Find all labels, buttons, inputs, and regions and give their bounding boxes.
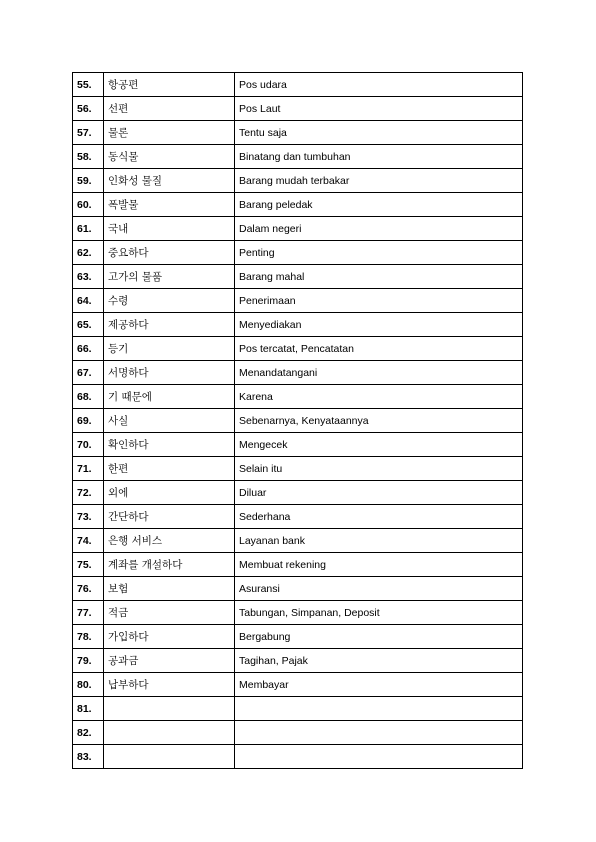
row-number-cell: 71. [73,457,104,481]
korean-term-cell: 가입하다 [104,625,235,649]
korean-term-cell: 납부하다 [104,673,235,697]
row-number-cell: 60. [73,193,104,217]
korean-term-cell [104,745,235,769]
korean-term-cell: 물론 [104,121,235,145]
korean-term-cell: 사실 [104,409,235,433]
indonesian-meaning-cell: Mengecek [235,433,523,457]
table-row [73,481,523,505]
table-row [73,217,523,241]
row-number-cell: 63. [73,265,104,289]
indonesian-meaning-cell [235,697,523,721]
table-row [73,73,523,97]
indonesian-meaning-cell: Membayar [235,673,523,697]
row-number-cell: 70. [73,433,104,457]
table-row [73,721,523,745]
indonesian-meaning-cell: Pos udara [235,73,523,97]
korean-term-cell: 확인하다 [104,433,235,457]
indonesian-meaning-cell: Asuransi [235,577,523,601]
korean-term-cell [104,697,235,721]
indonesian-meaning-cell: Dalam negeri [235,217,523,241]
indonesian-meaning-cell: Penting [235,241,523,265]
row-number-cell: 55. [73,73,104,97]
row-number-cell: 66. [73,337,104,361]
row-number-cell: 65. [73,313,104,337]
indonesian-meaning-cell: Penerimaan [235,289,523,313]
korean-term-cell: 고가의 물품 [104,265,235,289]
indonesian-meaning-cell [235,745,523,769]
indonesian-meaning-cell: Menyediakan [235,313,523,337]
indonesian-meaning-cell: Tentu saja [235,121,523,145]
row-number-cell: 76. [73,577,104,601]
korean-term-cell: 외에 [104,481,235,505]
korean-term-cell: 수령 [104,289,235,313]
row-number-cell: 77. [73,601,104,625]
korean-term-cell: 동식물 [104,145,235,169]
indonesian-meaning-cell: Tabungan, Simpanan, Deposit [235,601,523,625]
table-row [73,121,523,145]
table-row [73,313,523,337]
indonesian-meaning-cell: Barang mahal [235,265,523,289]
row-number-cell: 79. [73,649,104,673]
table-row [73,553,523,577]
table-row [73,289,523,313]
table-row [73,505,523,529]
table-row [73,265,523,289]
row-number-cell: 56. [73,97,104,121]
korean-term-cell: 간단하다 [104,505,235,529]
indonesian-meaning-cell: Bergabung [235,625,523,649]
korean-term-cell [104,721,235,745]
row-number-cell: 69. [73,409,104,433]
table-row [73,601,523,625]
vocabulary-table-body [73,73,523,769]
table-row [73,433,523,457]
indonesian-meaning-cell: Pos tercatat, Pencatatan [235,337,523,361]
table-row [73,649,523,673]
table-row [73,241,523,265]
table-row [73,97,523,121]
korean-term-cell: 인화성 물질 [104,169,235,193]
table-row [73,145,523,169]
korean-term-cell: 한편 [104,457,235,481]
korean-term-cell: 등기 [104,337,235,361]
korean-term-cell: 기 때문에 [104,385,235,409]
korean-term-cell: 제공하다 [104,313,235,337]
row-number-cell: 68. [73,385,104,409]
korean-term-cell: 적금 [104,601,235,625]
row-number-cell: 75. [73,553,104,577]
row-number-cell: 67. [73,361,104,385]
vocabulary-table [72,72,523,769]
korean-term-cell: 계좌를 개설하다 [104,553,235,577]
korean-term-cell: 항공편 [104,73,235,97]
row-number-cell: 58. [73,145,104,169]
row-number-cell: 61. [73,217,104,241]
indonesian-meaning-cell: Pos Laut [235,97,523,121]
row-number-cell: 72. [73,481,104,505]
table-row [73,625,523,649]
table-row [73,529,523,553]
table-row [73,745,523,769]
table-row [73,169,523,193]
row-number-cell: 73. [73,505,104,529]
table-row [73,193,523,217]
table-row [73,337,523,361]
korean-term-cell: 중요하다 [104,241,235,265]
row-number-cell: 59. [73,169,104,193]
indonesian-meaning-cell: Layanan bank [235,529,523,553]
indonesian-meaning-cell: Binatang dan tumbuhan [235,145,523,169]
korean-term-cell: 보험 [104,577,235,601]
indonesian-meaning-cell: Barang mudah terbakar [235,169,523,193]
indonesian-meaning-cell: Karena [235,385,523,409]
row-number-cell: 78. [73,625,104,649]
korean-term-cell: 은행 서비스 [104,529,235,553]
table-row [73,409,523,433]
indonesian-meaning-cell: Sederhana [235,505,523,529]
indonesian-meaning-cell: Diluar [235,481,523,505]
indonesian-meaning-cell: Selain itu [235,457,523,481]
indonesian-meaning-cell: Tagihan, Pajak [235,649,523,673]
korean-term-cell: 선편 [104,97,235,121]
table-row [73,385,523,409]
korean-term-cell: 공과금 [104,649,235,673]
row-number-cell: 64. [73,289,104,313]
table-row [73,673,523,697]
row-number-cell: 81. [73,697,104,721]
table-row [73,457,523,481]
indonesian-meaning-cell: Sebenarnya, Kenyataannya [235,409,523,433]
row-number-cell: 57. [73,121,104,145]
korean-term-cell: 폭발물 [104,193,235,217]
table-row [73,577,523,601]
table-row [73,361,523,385]
row-number-cell: 74. [73,529,104,553]
table-row [73,697,523,721]
indonesian-meaning-cell: Membuat rekening [235,553,523,577]
indonesian-meaning-cell: Menandatangani [235,361,523,385]
korean-term-cell: 국내 [104,217,235,241]
row-number-cell: 80. [73,673,104,697]
row-number-cell: 83. [73,745,104,769]
row-number-cell: 62. [73,241,104,265]
korean-term-cell: 서명하다 [104,361,235,385]
row-number-cell: 82. [73,721,104,745]
indonesian-meaning-cell: Barang peledak [235,193,523,217]
indonesian-meaning-cell [235,721,523,745]
